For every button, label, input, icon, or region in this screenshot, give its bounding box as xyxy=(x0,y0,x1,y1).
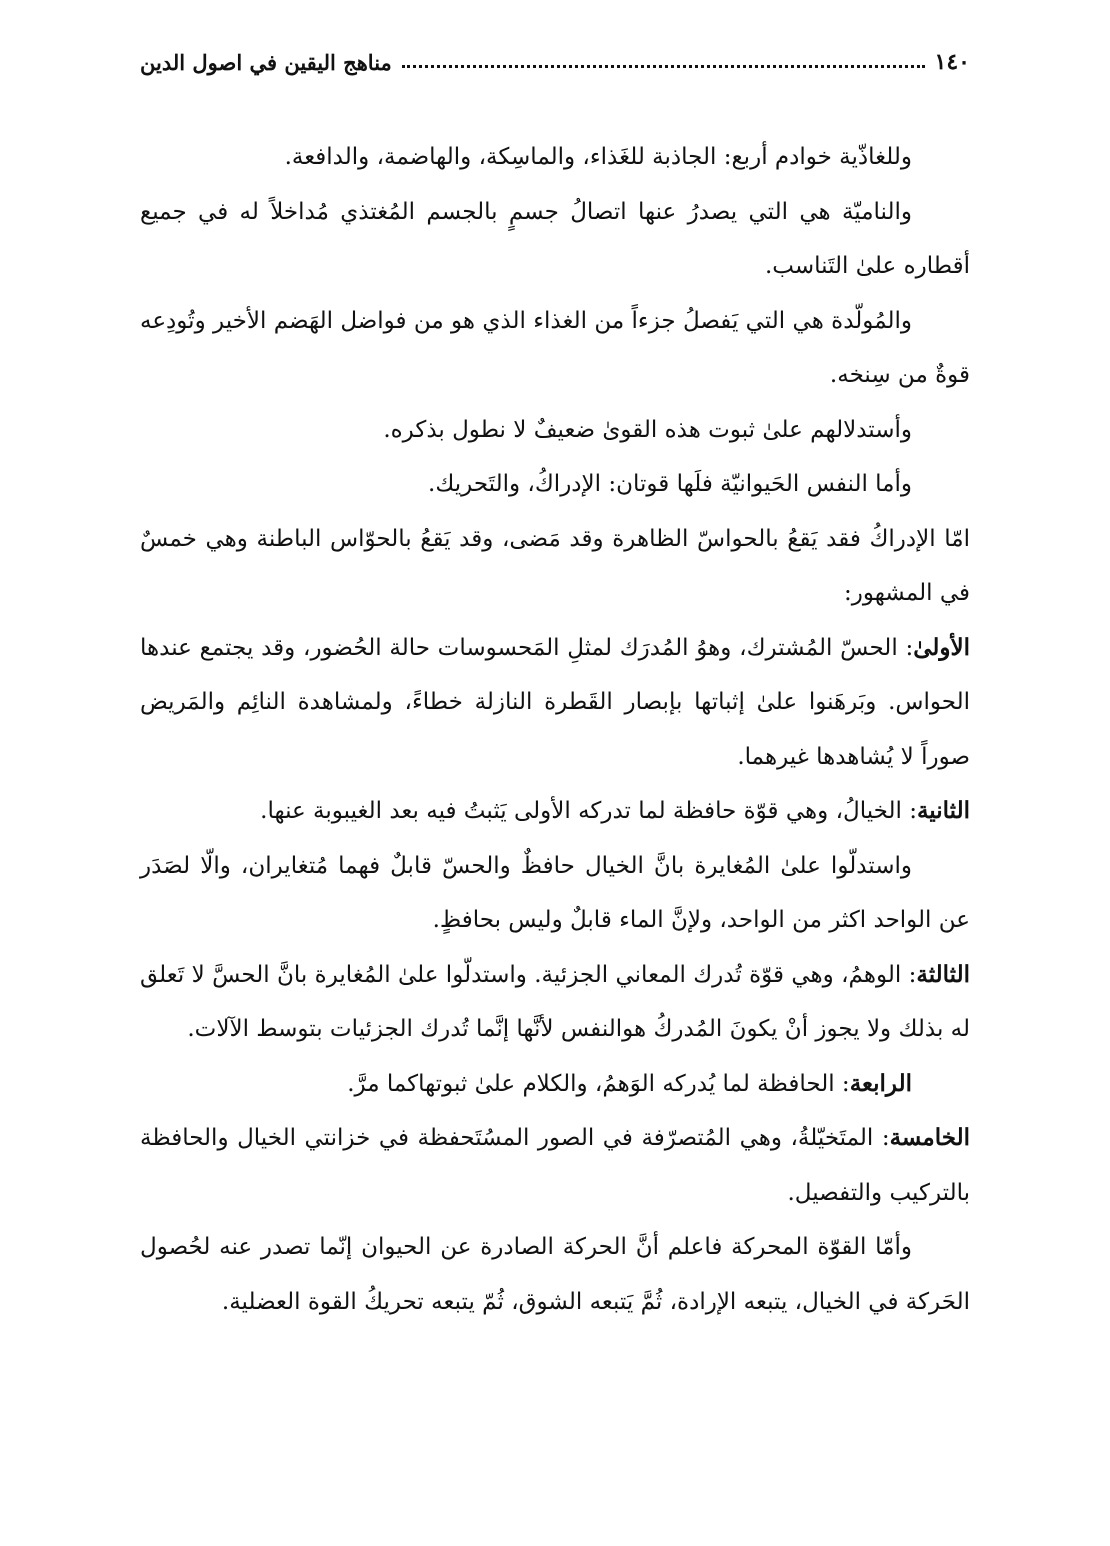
page-header xyxy=(140,42,970,82)
paragraph xyxy=(140,294,970,403)
paragraph xyxy=(140,457,970,512)
paragraph-text: امّا الإدراكُ فقد يَقعُ بالحواسّ الظاهرة وقد مَضى، وقد يَقعُ بالحوّاس الباطنة وهي خمسٌ في المشهور: xyxy=(140,525,970,606)
paragraph-text: والناميّة هي التي يصدرُ عنها اتصالُ جسمٍ بالجسم المُغتذي مُداخلاً له في جميع أقطاره علىٰ التَناسب. xyxy=(140,198,970,279)
paragraph xyxy=(140,621,970,785)
section-term: الأولىٰ xyxy=(913,633,970,661)
page-number: ١٤٠ xyxy=(934,49,970,75)
section-term: الثانية xyxy=(916,797,970,824)
paragraph xyxy=(140,403,970,458)
paragraph-text: : الحسّ المُشترك، وهوُ المُدرَك لمثلِ المَحسوسات حالة الحُضور، وقد يجتمع عندها الحواس. وبَرهَنوا علىٰ إثباتها بإبصار القَطرة النازلة خطاءً، ولمشاهدة النائِم والمَريض صوراً لا يُشاهدها غيرهما. xyxy=(140,634,970,770)
paragraph xyxy=(140,512,970,621)
paragraph-text: وأما النفس الحَيوانيّة فلَها قوتان: الإدراكُ، والتَحريك. xyxy=(428,471,912,497)
paragraph-text: : الخيالُ، وهي قوّة حافظة لما تدركه الأولى يَثبتُ فيه بعد الغيبوبة عنها. xyxy=(260,798,917,824)
section-term: الرابعة xyxy=(849,1069,912,1097)
paragraph-text: : الحافظة لما يُدركه الوَهمُ، والكلام علىٰ ثبوتهاكما مرَّ. xyxy=(347,1070,850,1097)
paragraph-text: وأستدلالهم علىٰ ثبوت هذه القوىٰ ضعيفٌ لا نطول بذكره. xyxy=(383,416,912,443)
paragraph xyxy=(140,1111,970,1220)
paragraph-text: واستدلّوا علىٰ المُغايرة بانَّ الخيال حافظٌ والحسّ قابلٌ فهما مُتغايران، والّا لصَدَر عن الواحد اكثر من الواحد، ولإنَّ الماء قابلٌ وليس بحافظٍ. xyxy=(140,852,970,933)
header-dotted-leader xyxy=(402,65,925,68)
paragraph xyxy=(140,839,970,948)
paragraph xyxy=(140,185,970,294)
paragraph xyxy=(140,784,970,839)
paragraph-text: والمُولّدة هي التي يَفصلُ جزءاً من الغذاء الذي هو من فواضل الهَضم الأخير وتُودِعه قوةٌ من سِنخه. xyxy=(140,307,970,388)
section-term: الخامسة xyxy=(889,1124,970,1151)
section-term: الثالثة xyxy=(916,960,970,988)
paragraph-text: وللغاذّية خوادم أربع: الجاذبة للغَذاء، والماسِكة، والهاضمة، والدافعة. xyxy=(284,144,912,170)
paragraph xyxy=(140,948,970,1057)
paragraph xyxy=(140,1220,970,1329)
paragraph-text: : الوهمُ، وهي قوّة تُدرك المعاني الجزئية. واستدلّوا علىٰ المُغايرة بانَّ الحسَّ لا تَعلق له بذلك ولا يجوز أنْ يكونَ المُدركُ هوالنفس لأنَّها إنَّما تُدرك الجزئيات بتوسط الآلات. xyxy=(140,961,970,1042)
paragraph xyxy=(140,130,970,185)
paragraph-text: : المتَخيّلةُ، وهي المُتصرّفة في الصور المسُتَحفظة في خزانتي الخيال والحافظة بالتركيب والتفصيل. xyxy=(140,1125,970,1206)
running-title: مناهج اليقين في اصول الدين xyxy=(140,49,392,75)
paragraph-text: وأمّا القوّة المحركة فاعلم أنَّ الحركة الصادرة عن الحيوان إنّما تصدر عنه لحُصول الحَركة في الخيال، يتبعه الإرادة، ثُمَّ يَتبعه الشوق، ثُمّ يتبعه تحريكُ القوة العضلية. xyxy=(140,1234,970,1315)
page-body xyxy=(140,130,970,1329)
paragraph xyxy=(140,1057,970,1112)
